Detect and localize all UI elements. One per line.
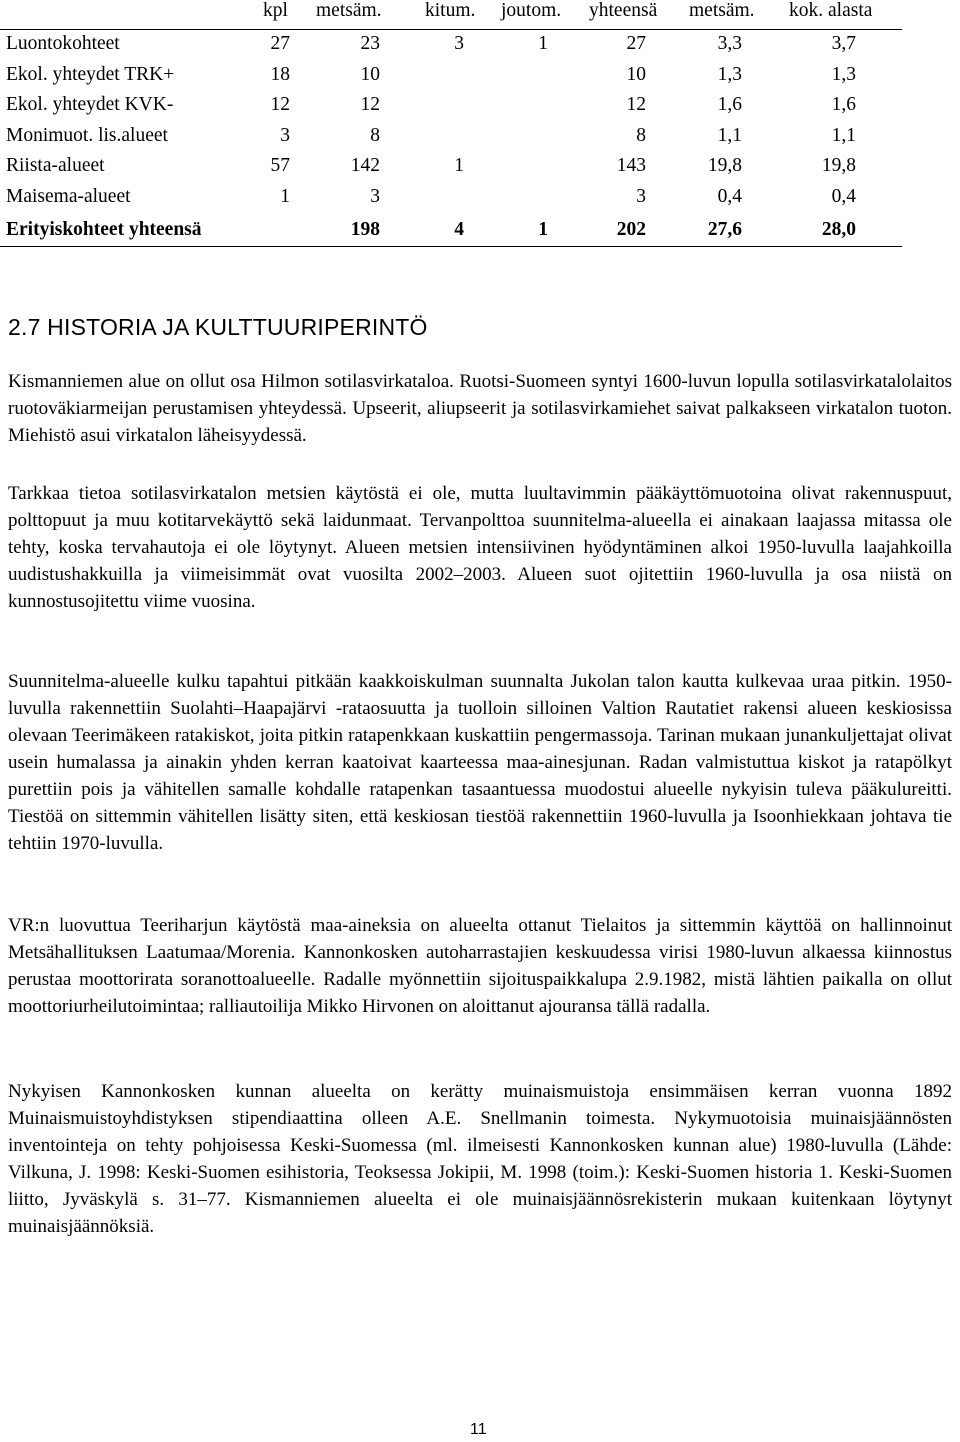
cell-metsam: 12 [360, 94, 380, 115]
row-label: Luontokohteet [6, 33, 120, 54]
cell-yhteensa: 27 [626, 33, 646, 54]
row-label: Ekol. yhteydet KVK- [6, 94, 174, 115]
table-row [0, 30, 902, 61]
cell-metsam-pct: 1,1 [717, 124, 742, 146]
paragraph-5: Nykyisen Kannonkosken kunnan alueelta on kerätty muinaismuistoja ensimmäisen kerran vuonna 1892 Muinaismuistoyhdistyksen stipendiaattina olleen A.E. Snellmanin toimesta. Nykymuotoisia muinaisjäännösten inventointeja on tehty pohjoisessa Keski-Suomessa (ml. ilmeisesti Kannonkosken kunnan alue) 1980-luvulla (Lähde: Vilkuna, J. 1998: Keski-Suomen esihistoria, Teoksessa Jokipii, M. 1998 (toim.): Keski-Suomen historia 1. Keski-Suomen liitto, Jyväskylä s. 31–77. Kismanniemen alueelta ei ole muinaisjäännösrekisterin mukaan kuitenkaan löytynyt muinaisjäännöksiä. [8, 1081, 952, 1237]
cell-metsam-pct: 0,4 [717, 185, 742, 207]
cell-yhteensa: 12 [626, 94, 646, 115]
row-label: Ekol. yhteydet TRK+ [6, 63, 175, 85]
cell-kok-pct: 1,1 [831, 124, 856, 146]
cell-kpl: 12 [270, 94, 290, 115]
table-row [0, 91, 902, 122]
cell-kitum: 3 [454, 33, 464, 54]
cell-kpl: 3 [280, 124, 290, 146]
cell-kok-pct: 19,8 [821, 155, 856, 176]
cell-joutom: 1 [538, 33, 548, 54]
col-header-yhteensa: yhteensä [589, 0, 658, 21]
cell-kok-pct: 0,4 [831, 185, 856, 207]
cell-metsam-pct: 1,3 [717, 63, 742, 85]
table-row [0, 122, 902, 153]
cell-kitum: 4 [454, 219, 464, 240]
cell-metsam: 142 [350, 155, 380, 176]
cell-kok-pct: 3,7 [831, 33, 856, 54]
cell-yhteensa: 8 [636, 124, 646, 146]
cell-kpl: 27 [270, 33, 290, 54]
table-row [0, 61, 902, 92]
paragraph-4: VR:n luovuttua Teeriharjun käytöstä maa-aineksia on alueelta ottanut Tielaitos ja sittemmin käyttöä on hallinnoinut Metsähallituksen Laatumaa/Morenia. Kannonkosken autoharrastajien keskuudessa virisi 1980-luvun alkaessa kiinnostus perustaa moottorirata soranottoalueelle. Radalle myönnettiin sijoituspaikkalupa 2.9.1982, mistä lähtien paikalla on ollut moottoriurheilutoimintaa; ralliautoilija Mikko Hirvonen on aloittanut ajouransa tällä radalla. [8, 915, 952, 1017]
page-number: 11 [470, 1421, 487, 1438]
cell-joutom: 1 [538, 219, 548, 240]
table-row [0, 183, 902, 214]
cell-kitum: 1 [454, 155, 464, 176]
row-label: Riista-alueet [6, 155, 105, 176]
cell-metsam: 198 [350, 219, 380, 240]
cell-kok-pct: 1,6 [831, 94, 856, 115]
row-label: Erityiskohteet yhteensä [6, 219, 202, 240]
row-label: Maisema-alueet [6, 185, 131, 207]
col-header-metsam: metsäm. [316, 0, 382, 21]
table-row [0, 152, 902, 183]
paragraph-2: Tarkkaa tietoa sotilasvirkatalon metsien käytöstä ei ole, mutta luultavimmin pääkäyttömuotoina olivat rakennuspuut, polttopuut ja muu kotitarvekäyttö sekä laidunmaat. Tervanpolttoa suunnitelma-alueella ei ainakaan laajassa mitassa ole tehty, koska tervahautoja ei ole löytynyt. Alueen metsien intensiivinen hyödyntäminen alkoi 1950-luvulla laajahkoilla uudistushakkuilla ja viimeisimmät ovat vuosilta 2002–2003. Alueen suot ojitettiin 1960-luvulla ja osa niistä on kunnostusojitettu viime vuosina. [8, 483, 952, 612]
cell-yhteensa: 3 [636, 185, 646, 207]
col-header-metsam-pct: metsäm. [689, 0, 755, 21]
statistics-table [0, 0, 902, 247]
cell-kok-pct: 1,3 [831, 63, 856, 85]
col-header-kitum: kitum. [425, 0, 476, 21]
col-header-joutom: joutom. [501, 0, 562, 21]
cell-kok-pct: 28,0 [821, 219, 856, 240]
cell-kpl: 1 [280, 185, 290, 207]
table-header-row [0, 0, 902, 30]
cell-metsam-pct: 19,8 [707, 155, 742, 176]
paragraph-3: Suunnitelma-alueelle kulku tapahtui pitkään kaakkoiskulman suunnalta Jukolan talon kautta kulkevaa uraa pitkin. 1950-luvulla rakennettiin Suolahti–Haapajärvi -rataosuutta ja tuolloin silloinen Valtion Rautatiet rakensi alueen keskiosissa olevaan Teerimäkeen ratakiskot, joita pitkin ratapenkkaan kuskattiin pengermassoja. Tarinan mukaan junankuljettajat olivat usein humalassa ja ainakin yhden kerran kaatoivat kaarteessa maa-ainesjunan. Radan valmistuttua kiskot ja ratapölkyt purettiin pois ja vähitellen samalle kohdalle ratapenkan tasaantuessa muodostui alueelle nykyisin tuleva pääkulureitti. Tiestöä on sittemmin vähitellen lisätty siten, että keskiosan tiestöä rakennettiin 1960-luvulla ja Isoonhiekkaan johtava tie tehtiin 1970-luvulla. [8, 671, 952, 854]
paragraph-1: Kismanniemen alue on ollut osa Hilmon sotilasvirkataloa. Ruotsi-Suomeen syntyi 1600-luvun lopulla sotilasvirkatalolaitos ruotoväkiarmeijan perustamisen yhteydessä. Upseerit, aliupseerit ja sotilasvirkamiehet saivat palkakseen virkatalon tuoton. Miehistö asui virkatalon läheisyydessä. [8, 371, 952, 446]
row-label: Monimuot. lis.alueet [6, 124, 168, 146]
table-total-row [0, 213, 902, 247]
cell-yhteensa: 143 [616, 155, 646, 176]
cell-metsam: 8 [370, 124, 380, 146]
cell-metsam: 10 [360, 63, 380, 85]
cell-metsam-pct: 3,3 [717, 33, 742, 54]
cell-yhteensa: 10 [626, 63, 646, 85]
cell-kpl: 57 [270, 155, 290, 176]
cell-kpl: 18 [270, 63, 290, 85]
cell-metsam-pct: 1,6 [717, 94, 742, 115]
cell-metsam-pct: 27,6 [707, 219, 742, 240]
cell-yhteensa: 202 [616, 219, 646, 240]
section-heading: 2.7 HISTORIA JA KULTTUURIPERINTÖ [8, 314, 428, 340]
col-header-kok-pct: kok. alasta [789, 0, 873, 21]
cell-metsam: 23 [360, 33, 380, 54]
col-header-kpl: kpl [263, 0, 288, 21]
cell-metsam: 3 [370, 185, 380, 207]
